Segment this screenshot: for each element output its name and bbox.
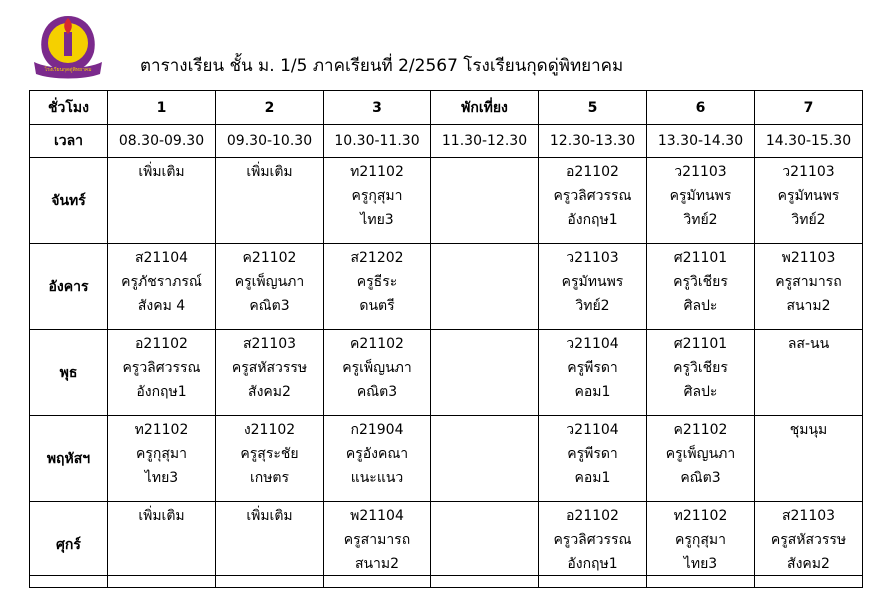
period-time: 13.30-14.30 [647, 125, 755, 158]
cell-line: ค21102 [673, 422, 728, 438]
cell-line: อังกฤษ1 [136, 384, 187, 400]
day-label: พุธ [30, 330, 108, 416]
cell-line: สังคม2 [787, 556, 830, 572]
cell-line: คณิต3 [356, 384, 398, 400]
cell-line: ไทย3 [144, 470, 179, 486]
cell-line: ศิลปะ [683, 298, 718, 314]
cell-line: ครูสามารถ [775, 274, 842, 290]
period-header: 5 [539, 91, 647, 125]
cell-line: ไทย3 [360, 212, 394, 228]
cell-line: สนาม2 [786, 298, 831, 314]
cell-line: ส21103 [242, 336, 297, 352]
schedule-cell [108, 416, 216, 502]
cell-line: ครูวลิศวรรณ [553, 188, 632, 204]
cell-line: เพิ่มเติม [138, 164, 185, 180]
day-row [30, 416, 863, 502]
cell-line: ครูธีระ [356, 274, 398, 290]
cell-line: สังคม2 [248, 384, 291, 400]
schedule-cell [647, 330, 755, 416]
cell-line: ท21102 [350, 164, 404, 180]
day-row [30, 330, 863, 416]
logo-caption: โรงเรียนกุดดู่พิทยาคม [44, 67, 92, 73]
period-header: 6 [647, 91, 755, 125]
schedule-cell [539, 416, 647, 502]
schedule-cell [216, 416, 324, 502]
cell-line: ครูมัทนพร [777, 188, 840, 204]
period-header: 7 [755, 91, 863, 125]
schedule-cell [431, 244, 539, 330]
cell-line: ค21102 [242, 250, 297, 266]
period-time: 09.30-10.30 [216, 125, 324, 158]
cell-line: ครูสหัสวรรษ [770, 532, 847, 548]
period-time: 14.30-15.30 [755, 125, 863, 158]
day-label: ศุกร์ [30, 502, 108, 588]
cell-line: ครูวิเชียร [673, 274, 728, 290]
cell-line: ศิลปะ [683, 384, 718, 400]
cell-line: ครูกุสุมา [675, 532, 726, 548]
cell-line: ชุมนุม [789, 422, 828, 438]
cell-line: อ21102 [566, 508, 619, 524]
schedule-cell [216, 244, 324, 330]
period-time: 08.30-09.30 [108, 125, 216, 158]
cell-line: ครูวิเชียร [673, 360, 728, 376]
cell-line: สนาม2 [354, 556, 400, 572]
period-header-label: ชั่วโมง [30, 91, 108, 125]
cell-line: ค21102 [350, 336, 404, 352]
cell-line: ครูสุระชัย [240, 446, 299, 462]
day-row [30, 244, 863, 330]
cell-line: เกษตร [249, 470, 290, 486]
schedule-cell [755, 244, 863, 330]
cell-line: ว21104 [566, 336, 619, 352]
schedule-cell [431, 416, 539, 502]
cell-line: ครูกุสุมา [351, 188, 403, 204]
cell-line: ศ21101 [673, 336, 728, 352]
cell-line: ลส-นน [787, 336, 830, 352]
cell-line: ครูสามารถ [343, 532, 411, 548]
cell-line: ครูวลิศวรรณ [122, 360, 201, 376]
cell-line: ครูเพ็ญนภา [234, 274, 305, 290]
time-row [30, 125, 863, 158]
cell-line: เพิ่มเติม [246, 164, 293, 180]
cell-line: อังกฤษ1 [567, 556, 618, 572]
day-label: อังคาร [30, 244, 108, 330]
schedule-cell [647, 244, 755, 330]
period-time: 11.30-12.30 [431, 125, 539, 158]
cell-line: เพิ่มเติม [246, 508, 293, 524]
cell-line: พ21103 [781, 250, 836, 266]
cell-line: ครูเพ็ญนภา [665, 446, 736, 462]
schedule-cell [539, 330, 647, 416]
cell-line: คณิต3 [249, 298, 290, 314]
cell-line: ว21103 [674, 164, 727, 180]
cell-line: สังคม 4 [137, 298, 186, 314]
cell-line: วิทย์2 [575, 298, 610, 314]
cell-line: พ21104 [350, 508, 404, 524]
cell-line: ว21103 [566, 250, 619, 266]
day-label: จันทร์ [30, 158, 108, 244]
schedule-cell [755, 416, 863, 502]
cell-line: ครูพีรดา [567, 446, 618, 462]
cell-line: ครูอังคณา [345, 446, 409, 462]
period-header: 2 [216, 91, 324, 125]
cell-line: คณิต3 [680, 470, 721, 486]
schedule-cell [647, 416, 755, 502]
cell-line: ดนตรี [359, 298, 395, 314]
schedule-cell [431, 330, 539, 416]
schedule-cell [755, 330, 863, 416]
schedule-cell [216, 330, 324, 416]
cell-line: แนะแนว [350, 470, 404, 486]
period-header: 3 [324, 91, 431, 125]
cell-line: ครูเพ็ญนภา [342, 360, 412, 376]
cell-line: อ21102 [566, 164, 619, 180]
schedule-cell [108, 330, 216, 416]
cell-line: ง21102 [243, 422, 296, 438]
cell-line: ว21104 [566, 422, 619, 438]
page-title: ตารางเรียน ชั้น ม. 1/5 ภาคเรียนที่ 2/2567 โรงเรียนกุดดู่พิทยาคม [140, 56, 624, 76]
period-header: 1 [108, 91, 216, 125]
cell-line: ไทย3 [683, 556, 718, 572]
cell-line: ท21102 [673, 508, 728, 524]
period-header-row [30, 91, 863, 125]
cell-line: คอม1 [574, 384, 611, 400]
schedule-table [29, 90, 863, 588]
bottom-rule [29, 575, 862, 576]
cell-line: ครูสหัสวรรษ [231, 360, 308, 376]
cell-line: ครูพีรดา [567, 360, 618, 376]
schedule-cell [647, 158, 755, 244]
cell-line: ว21103 [782, 164, 835, 180]
schedule-cell [539, 158, 647, 244]
schedule-cell [755, 158, 863, 244]
schedule-cell [216, 158, 324, 244]
schedule-cell [539, 244, 647, 330]
cell-line: ครูวลิศวรรณ [553, 532, 632, 548]
cell-line: อังกฤษ1 [567, 212, 618, 228]
schedule-cell [324, 416, 431, 502]
period-time: 12.30-13.30 [539, 125, 647, 158]
schedule-cell [108, 158, 216, 244]
cell-line: ครูภัชราภรณ์ [121, 274, 202, 290]
time-label: เวลา [30, 125, 108, 158]
schedule-cell [324, 158, 431, 244]
cell-line: ส21202 [350, 250, 404, 266]
schedule-cell [324, 244, 431, 330]
cell-line: ส21104 [134, 250, 189, 266]
school-logo [28, 10, 108, 86]
period-header: พักเที่ยง [431, 91, 539, 125]
schedule-cell [324, 330, 431, 416]
day-row [30, 158, 863, 244]
cell-line: ครูกุสุมา [136, 446, 187, 462]
cell-line: อ21102 [135, 336, 188, 352]
cell-line: ศ21101 [673, 250, 728, 266]
cell-line: เพิ่มเติม [138, 508, 185, 524]
cell-line: วิทย์2 [791, 212, 826, 228]
cell-line: ครูมัทนพร [561, 274, 624, 290]
day-label: พฤหัสฯ [30, 416, 108, 502]
cell-line: ส21103 [781, 508, 836, 524]
schedule-cell [431, 158, 539, 244]
period-time: 10.30-11.30 [324, 125, 431, 158]
cell-line: วิทย์2 [683, 212, 718, 228]
cell-line: คอม1 [574, 470, 611, 486]
schedule-cell [108, 244, 216, 330]
cell-line: ก21904 [350, 422, 404, 438]
cell-line: ท21102 [134, 422, 189, 438]
cell-line: ครูมัทนพร [669, 188, 732, 204]
